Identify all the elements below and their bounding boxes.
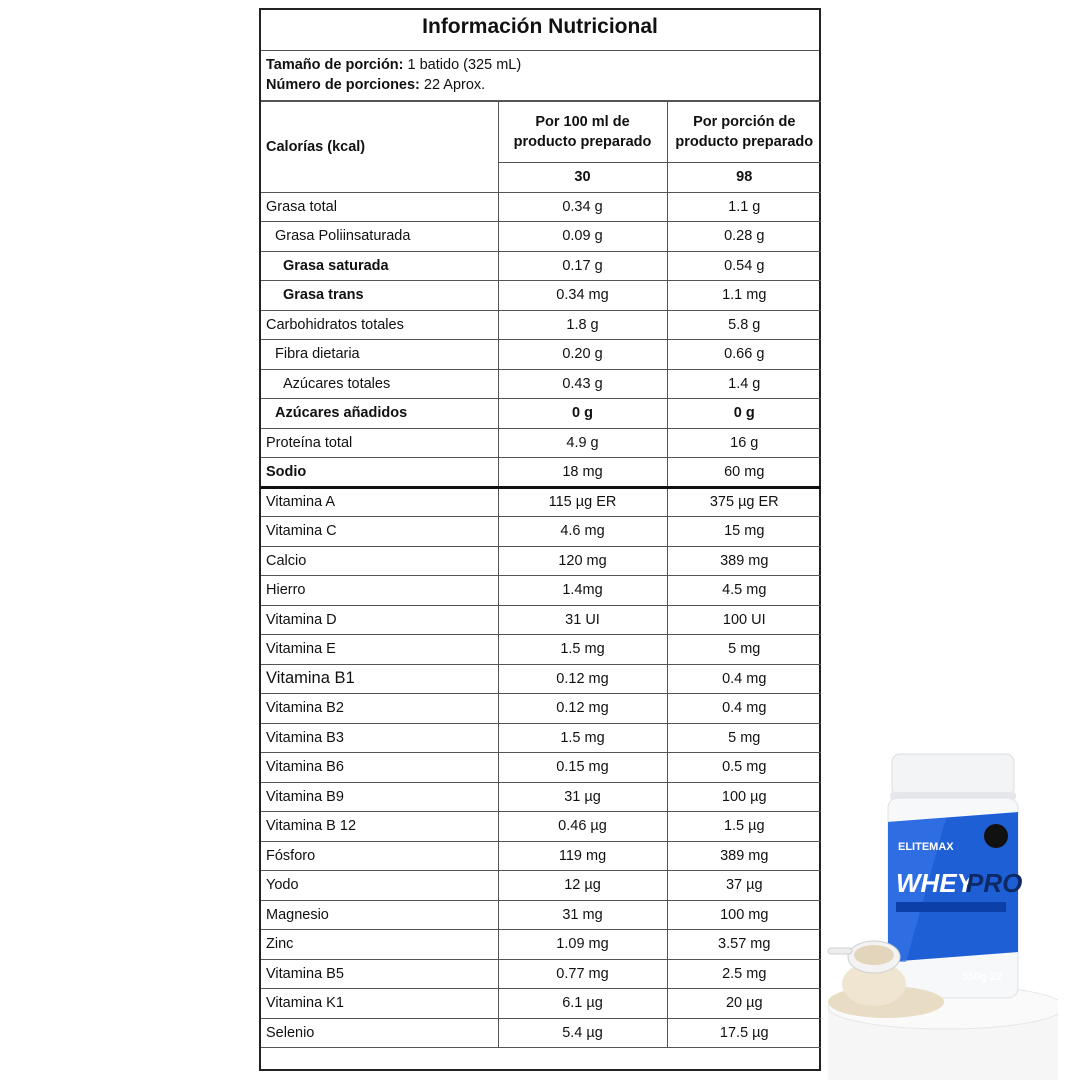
nutrient-row: [261, 871, 821, 901]
nutrient-value-portion: 0.4 mg: [667, 664, 821, 694]
nutrient-value-100ml: 119 mg: [498, 841, 667, 871]
nutrient-value-portion: 0.66 g: [667, 340, 821, 370]
nutrient-name: Magnesio: [261, 900, 498, 930]
nutrient-value-portion: 1.1 g: [667, 192, 821, 222]
nutrient-name: Zinc: [261, 930, 498, 960]
product-name-part1: WHEY: [896, 868, 974, 898]
nutrient-row: [261, 369, 821, 399]
nutrient-value-portion: 5 mg: [667, 723, 821, 753]
nutrient-name: Vitamina B9: [261, 782, 498, 812]
nutrient-name: Azúcares añadidos: [261, 399, 498, 429]
product-name-part2: PRO: [966, 868, 1023, 898]
nutrient-name: Grasa Poliinsaturada: [261, 222, 498, 252]
nutrient-value-100ml: 4.6 mg: [498, 517, 667, 547]
nutrient-row: [261, 900, 821, 930]
nutrient-name: Grasa total: [261, 192, 498, 222]
nutrient-value-portion: 0.5 mg: [667, 753, 821, 783]
nutrient-row: [261, 428, 821, 458]
nutrient-value-100ml: 0.09 g: [498, 222, 667, 252]
nutrient-value-100ml: 0.46 µg: [498, 812, 667, 842]
servings-count-line: [266, 75, 814, 95]
nutrient-value-portion: 15 mg: [667, 517, 821, 547]
nutrient-value-portion: 100 µg: [667, 782, 821, 812]
nutrient-row: [261, 251, 821, 281]
serving-info: [261, 51, 819, 101]
nutrient-name: Grasa trans: [261, 281, 498, 311]
product-image: [826, 752, 1058, 1080]
nutrient-row: [261, 1018, 821, 1048]
nutrient-name: Carbohidratos totales: [261, 310, 498, 340]
nutrient-name: Vitamina C: [261, 517, 498, 547]
nutrient-name: Vitamina D: [261, 605, 498, 635]
column-header-100ml: Por 100 ml de producto preparado: [498, 102, 667, 163]
nutrient-value-portion: 0.54 g: [667, 251, 821, 281]
nutrient-value-portion: 100 UI: [667, 605, 821, 635]
calories-label: Calorías (kcal): [261, 102, 498, 193]
nutrient-value-portion: 100 mg: [667, 900, 821, 930]
nutrient-value-100ml: 6.1 µg: [498, 989, 667, 1019]
nutrient-value-100ml: 0.12 mg: [498, 664, 667, 694]
nutrient-value-100ml: 0 g: [498, 399, 667, 429]
nutrient-name: Vitamina B1: [261, 664, 498, 694]
nutrient-row: [261, 222, 821, 252]
nutrient-row: [261, 694, 821, 724]
nutrient-value-100ml: 31 UI: [498, 605, 667, 635]
nutrient-name: Sodio: [261, 458, 498, 488]
nutrient-row: [261, 605, 821, 635]
nutrient-value-100ml: 18 mg: [498, 458, 667, 488]
nutrient-value-portion: 60 mg: [667, 458, 821, 488]
nutrient-name: Proteína total: [261, 428, 498, 458]
nutrient-name: Selenio: [261, 1018, 498, 1048]
nutrient-row: [261, 192, 821, 222]
nutrient-value-portion: 5.8 g: [667, 310, 821, 340]
nutrient-row: [261, 664, 821, 694]
nutrient-value-portion: 37 µg: [667, 871, 821, 901]
nutrient-value-portion: 16 g: [667, 428, 821, 458]
serving-size-line: [266, 55, 814, 75]
nutrient-name: Yodo: [261, 871, 498, 901]
nutrient-value-100ml: 0.34 g: [498, 192, 667, 222]
nutrient-name: Vitamina B5: [261, 959, 498, 989]
header-row: [261, 102, 821, 163]
nutrient-name: Vitamina B2: [261, 694, 498, 724]
nutrient-value-portion: 1.4 g: [667, 369, 821, 399]
nutrient-value-100ml: 1.5 mg: [498, 635, 667, 665]
nutrient-value-100ml: 115 µg ER: [498, 487, 667, 517]
panel-title: Información Nutricional: [261, 10, 819, 51]
product-weight: 550g: [962, 971, 988, 983]
nutrient-name: Vitamina B 12: [261, 812, 498, 842]
nutrient-row: [261, 399, 821, 429]
nutrient-name: Vitamina A: [261, 487, 498, 517]
nutrient-value-portion: 389 mg: [667, 546, 821, 576]
nutrient-table: [261, 101, 821, 1048]
nutrient-value-portion: 1.1 mg: [667, 281, 821, 311]
serving-size-label: Tamaño de porción:: [266, 57, 404, 73]
nutrient-row: [261, 576, 821, 606]
calories-100ml: 30: [498, 163, 667, 193]
nutrient-row: [261, 458, 821, 488]
nutrient-value-100ml: 31 mg: [498, 900, 667, 930]
nutrient-value-100ml: 12 µg: [498, 871, 667, 901]
nutrient-row: [261, 517, 821, 547]
serving-size-value: 1 batido (325 mL): [403, 57, 522, 73]
nutrient-name: Fósforo: [261, 841, 498, 871]
nutrient-value-portion: 0.4 mg: [667, 694, 821, 724]
nutrient-row: [261, 281, 821, 311]
nutrient-name: Vitamina B6: [261, 753, 498, 783]
nutrient-row: [261, 723, 821, 753]
nutrient-value-portion: 389 mg: [667, 841, 821, 871]
nutrient-row: [261, 841, 821, 871]
nutrient-value-portion: 4.5 mg: [667, 576, 821, 606]
nutrient-value-100ml: 120 mg: [498, 546, 667, 576]
servings-count-label: Número de porciones:: [266, 77, 420, 93]
nutrient-value-100ml: 1.8 g: [498, 310, 667, 340]
nutrient-row: [261, 340, 821, 370]
nutrient-row: [261, 310, 821, 340]
nutrient-row: [261, 959, 821, 989]
nutrition-facts-panel: [259, 8, 821, 1071]
nutrient-row: [261, 546, 821, 576]
nutrient-name: Vitamina K1: [261, 989, 498, 1019]
nutrient-value-portion: 3.57 mg: [667, 930, 821, 960]
nutrient-name: Grasa saturada: [261, 251, 498, 281]
nutrient-name: Vitamina B3: [261, 723, 498, 753]
nutrient-name: Calcio: [261, 546, 498, 576]
nutrient-value-100ml: 0.34 mg: [498, 281, 667, 311]
nutrient-value-portion: 2.5 mg: [667, 959, 821, 989]
nutrient-row: [261, 635, 821, 665]
nutrient-value-100ml: 0.15 mg: [498, 753, 667, 783]
nutrient-value-100ml: 5.4 µg: [498, 1018, 667, 1048]
nutrient-row: [261, 753, 821, 783]
nutrient-value-100ml: 4.9 g: [498, 428, 667, 458]
nutrient-row: [261, 930, 821, 960]
nutrient-value-portion: 1.5 µg: [667, 812, 821, 842]
nutrient-value-portion: 20 µg: [667, 989, 821, 1019]
column-header-portion: Por porción de producto preparado: [667, 102, 821, 163]
nutrient-value-portion: 17.5 µg: [667, 1018, 821, 1048]
nutrient-row: [261, 487, 821, 517]
nutrient-row: [261, 812, 821, 842]
nutrient-name: Azúcares totales: [261, 369, 498, 399]
nutrient-row: [261, 989, 821, 1019]
nutrient-value-100ml: 0.43 g: [498, 369, 667, 399]
nutrient-value-portion: 375 µg ER: [667, 487, 821, 517]
product-servings: 22: [990, 971, 1003, 983]
nutrient-value-portion: 5 mg: [667, 635, 821, 665]
product-brand: ELITEMAX: [898, 841, 954, 853]
nutrient-value-100ml: 31 µg: [498, 782, 667, 812]
nutrient-value-portion: 0.28 g: [667, 222, 821, 252]
nutrient-value-100ml: 1.09 mg: [498, 930, 667, 960]
nutrient-name: Vitamina E: [261, 635, 498, 665]
nutrient-value-100ml: 1.5 mg: [498, 723, 667, 753]
nutrient-value-100ml: 0.77 mg: [498, 959, 667, 989]
nutrient-name: Hierro: [261, 576, 498, 606]
servings-count-value: 22 Aprox.: [419, 77, 486, 93]
nutrient-value-portion: 0 g: [667, 399, 821, 429]
nutrient-value-100ml: 0.12 mg: [498, 694, 667, 724]
nutrient-row: [261, 782, 821, 812]
nutrient-value-100ml: 1.4mg: [498, 576, 667, 606]
nutrient-value-100ml: 0.20 g: [498, 340, 667, 370]
nutrient-name: Fibra dietaria: [261, 340, 498, 370]
nutrient-value-100ml: 0.17 g: [498, 251, 667, 281]
calories-portion: 98: [667, 163, 821, 193]
